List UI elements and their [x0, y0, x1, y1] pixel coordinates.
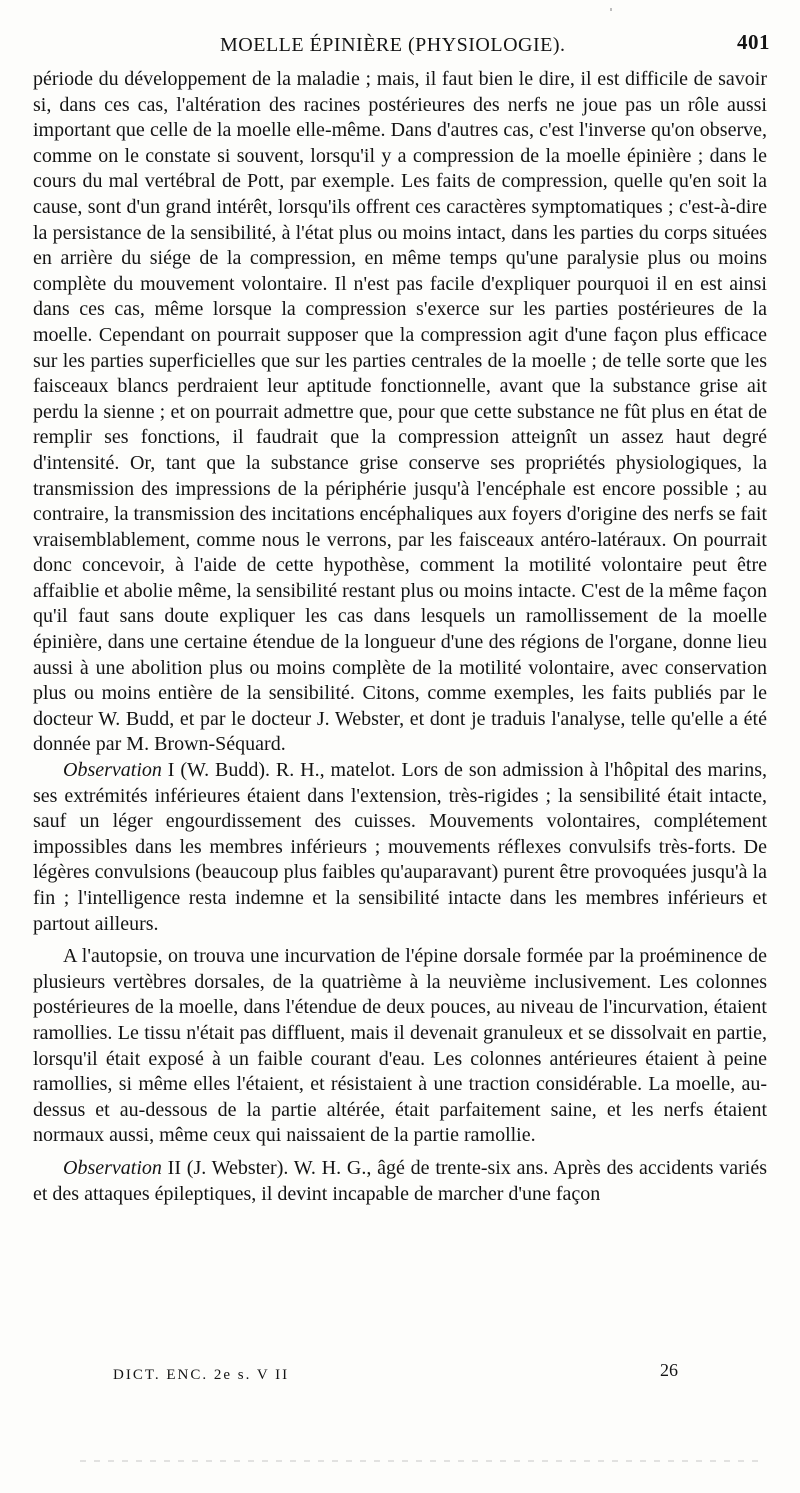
page-number: 401 — [737, 30, 770, 54]
print-speck — [610, 8, 612, 11]
paragraph-observation-1 — [33, 758, 767, 937]
observation-1-label: Observation — [63, 759, 162, 782]
paragraph-intro: période du développement de la maladie ; mais, il faut bien le dire, il est difficile de savoir si, dans ces cas, l'altération des racines postérieures des nerfs ne joue pas un rôle aussi important que celle de la moelle elle-même. Dans d'autres cas, c'est l'inverse qu'on observe, comme on le constate si souvent, lorsqu'il y a compression de la moelle épinière ; dans le cours du mal vertébral de Pott, par exemple. Les faits de compression, quelle qu'en soit la cause, sont d'un grand intérêt, lorsqu'ils offrent ces caractères symptomatiques ; c'est-à-dire la persistance de la sensibilité, à l'état plus ou moins intact, dans les parties du corps situées en arrière du siége de la compression, en même temps qu'une paralysie plus ou moins complète du mouvement volontaire. Il n'est pas facile d'expliquer pourquoi il en est ainsi dans ces cas, même lorsque la compression s'exerce sur les parties postérieures de la moelle. Cependant on pourrait supposer que la compression agit d'une façon plus efficace sur les parties superficielles que sur les parties centrales de la moelle ; de telle sorte que les faisceaux blancs perdraient leur aptitude fonctionnelle, avant que la substance grise ait perdu la sienne ; et on pourrait admettre que, pour que cette substance ne fût plus en état de remplir ses fonctions, il faudrait que la compression atteignît un assez haut degré d'intensité. Or, tant que la substance grise conserve ses propriétés physiologiques, la transmission des impressions de la périphérie jusqu'à l'encéphale est encore possible ; au contraire, la transmission des incitations encéphaliques aux foyers d'origine des nerfs se fait vraisemblablement, comme nous le verrons, par les faisceaux antéro-latéraux. On pourrait donc concevoir, à l'aide de cette hypothèse, comment la motilité volontaire peut être affaiblie et abolie même, la sensibilité restant plus ou moins intacte. C'est de la même façon qu'il faut sans doute expliquer les cas dans lesquels un ramollissement de la moelle épinière, dans une certaine étendue de la longueur d'une des régions de l'organe, donne lieu aussi à une abolition plus ou moins complète de la motilité volontaire, avec conservation plus ou moins entière de la sensibilité. Citons, comme exemples, les faits publiés par le docteur W. Budd, et par le docteur J. Webster, et dont je traduis l'analyse, telle qu'elle a été donnée par M. Brown-Séquard. — [33, 68, 767, 756]
paragraph-autopsy: A l'autopsie, on trouva une incurvation de l'épine dorsale formée par la proéminence de plusieurs vertèbres dorsales, de la quatrième à la neuvième inclusivement. Les colonnes postérieures de la moelle, dans l'étendue de deux pouces, au niveau de l'incurvation, étaient ramollies. Le tissu n'était pas diffluent, mais il devenait granuleux et se dissolvait en partie, lorsqu'il était exposé à un faible courant d'eau. Les colonnes antérieures étaient à peine ramollies, si même elles l'étaient, et résistaient à une traction considérable. La moelle, au-dessus et au-dessous de la partie altérée, était parfaitement saine, et les nerfs étaient normaux aussi, même ceux qui naissaient de la partie ramollie. — [33, 945, 767, 1147]
running-head — [50, 30, 770, 62]
footer-signature-line: DICT. ENC. 2e s. V II — [113, 1367, 290, 1383]
paragraph-observation-2 — [33, 1156, 767, 1207]
footer-signature-number: 26 — [660, 1360, 678, 1380]
bleed-through-line — [80, 1460, 760, 1462]
running-head-title: MOELLE ÉPINIÈRE (PHYSIOLOGIE). — [220, 34, 566, 56]
observation-2-label: Observation — [63, 1156, 162, 1179]
observation-1-text: I (W. Budd). R. H., matelot. Lors de son admission à l'hôpital des marins, ses extrémités inférieures étaient dans l'extension, très-rigides ; la sensibilité était intacte, sauf un léger engourdissement des cuisses. Mouvements volontaires, complétement impossibles dans les membres inférieurs ; mouvements réflexes convulsifs très-forts. De légères convulsions (beaucoup plus faibles qu'auparavant) purent être provoquées jusqu'à la fin ; l'intelligence resta indemne et la sensibilité intacte dans les membres inférieurs et partout ailleurs. — [33, 759, 767, 935]
observation-2-text: II (J. Webster). W. H. G., âgé de trente-six ans. Après des accidents variés et des attaques épileptiques, il devint incapable de marcher d'une façon — [33, 1156, 767, 1205]
body-text — [33, 67, 767, 1207]
